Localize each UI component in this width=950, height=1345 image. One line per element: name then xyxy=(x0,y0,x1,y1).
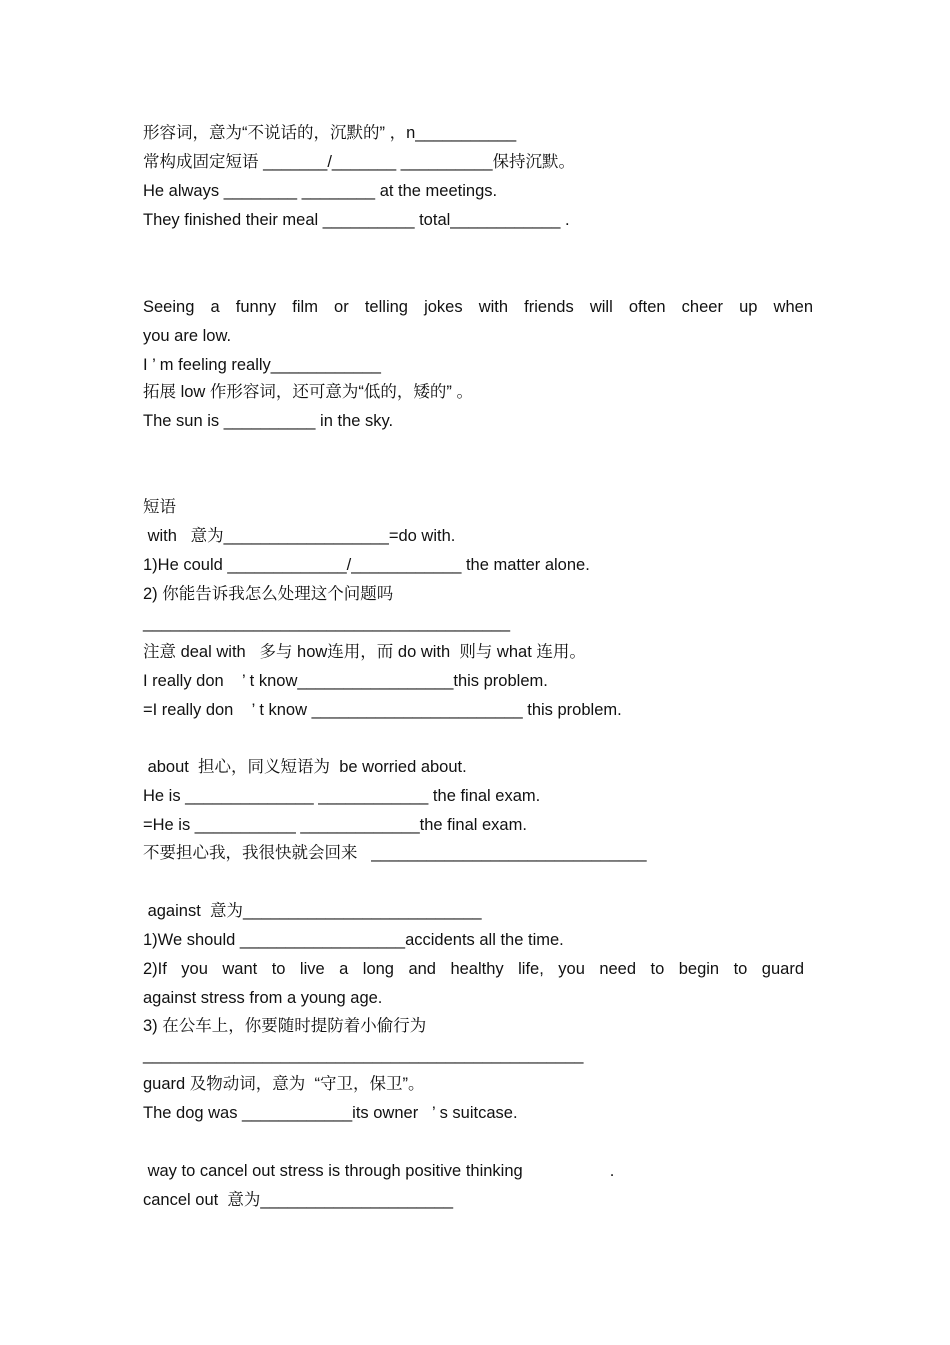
answer-line: ________________________________________________ xyxy=(143,1046,584,1064)
guard-example-2: 2)If you want to live a long and healthy life, you need to begin to guard xyxy=(143,960,804,978)
guard-definition: against 意为__________________________ xyxy=(143,902,482,920)
cancel-out-sentence: way to cancel out stress is through positive thinking . xyxy=(143,1162,615,1180)
cancel-out-definition: cancel out 意为_____________________ xyxy=(143,1191,454,1209)
guard-example-3: The dog was ____________its owner ’ s suitcase. xyxy=(143,1104,518,1122)
silent-phrase: 常构成固定短语 _______/_______ __________保持沉默。 xyxy=(143,153,575,171)
phrase-heading: 短语 xyxy=(143,498,176,516)
silent-definition: 形容词，意为“不说话的，沉默的” ，n___________ xyxy=(143,124,517,142)
low-sentence-cont: you are low. xyxy=(143,327,232,345)
deal-with-example-2: 2) 你能告诉我怎么处理这个问题吗 xyxy=(143,585,394,603)
worry-definition: about 担心，同义短语为 be worried about. xyxy=(143,758,467,776)
guard-translation: 3) 在公车上，你要随时提防着小偷行为 xyxy=(143,1017,427,1035)
worry-example-2: =He is ___________ _____________the final exam. xyxy=(143,816,527,834)
low-example-2: The sun is __________ in the sky. xyxy=(143,412,394,430)
worry-translation: 不要担心我，我很快就会回来 ______________________________ xyxy=(143,844,647,862)
worry-example-1: He is ______________ ____________ the final exam. xyxy=(143,787,541,805)
deal-with-example-3: I really don ’ t know_________________this problem. xyxy=(143,672,548,690)
answer-line: ________________________________________ xyxy=(143,614,511,632)
guard-example-2-cont: against stress from a young age. xyxy=(143,989,383,1007)
low-sentence: Seeing a funny film or telling jokes with friends will often cheer up when xyxy=(143,298,813,316)
guard-example-1: 1)We should __________________accidents all the time. xyxy=(143,931,564,949)
deal-with-note: 注意 deal with 多与 how连用，而 do with 则与 what 连用。 xyxy=(143,643,586,661)
guard-verb-note: guard 及物动词，意为 “守卫，保卫”。 xyxy=(143,1075,425,1093)
silent-example-1: He always ________ ________ at the meetings. xyxy=(143,182,498,200)
low-example-1: I ’ m feeling really____________ xyxy=(143,356,381,374)
deal-with-example-1: 1)He could _____________/____________ the matter alone. xyxy=(143,556,590,574)
low-extension: 拓展 low 作形容词，还可意为“低的，矮的” 。 xyxy=(143,383,473,401)
silent-example-2: They finished their meal __________ total____________ . xyxy=(143,211,570,229)
deal-with-example-4: =I really don ’ t know _______________________ this problem. xyxy=(143,701,622,719)
deal-with-definition: with 意为__________________=do with. xyxy=(143,527,456,545)
